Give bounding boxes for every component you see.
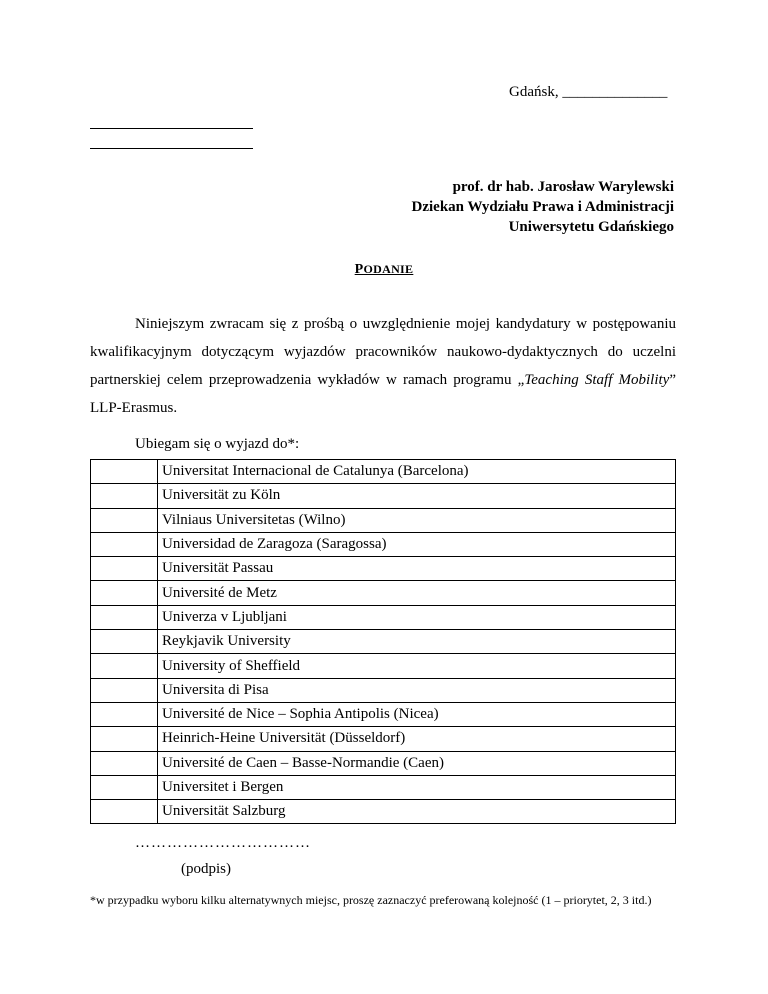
university-name: Universität zu Köln [158,484,676,508]
university-row [91,532,676,556]
signature-label: (podpis) [181,861,231,877]
priority-box[interactable] [91,605,158,629]
university-name: University of Sheffield [158,654,676,678]
university-row [91,654,676,678]
footnote: *w przypadku wyboru kilku alternatywnych miejsc, proszę zaznaczyć preferowaną kolejność (1 – priorytet, 2, 3 itd.) [90,893,652,907]
university-name: Université de Metz [158,581,676,605]
recipient-position: Dziekan Wydziału Prawa i Administracji [411,199,674,215]
priority-box[interactable] [91,460,158,484]
university-row [91,630,676,654]
priority-box[interactable] [91,800,158,824]
university-name: Universität Salzburg [158,800,676,824]
title-rest: ODANIE [363,262,414,276]
document-title [0,262,768,278]
priority-box[interactable] [91,654,158,678]
sender-blank-line-2 [90,148,253,149]
university-row [91,605,676,629]
recipient-name: prof. dr hab. Jarosław Warylewski [452,179,674,195]
body-text-start: Niniejszym zwracam się z prośbą o uwzględnienie mojej kandydatury w postępowaniu kwalifikacyjnym dotyczącym wyjazdów pracowników naukowo-dydaktycznych do uczelni partnerskiej celem przeprowadzenia wykładów w ramach programu „ [90,316,676,388]
priority-box[interactable] [91,727,158,751]
university-name: Université de Caen – Basse-Normandie (Caen) [158,751,676,775]
recipient-university: Uniwersytetu Gdańskiego [508,219,674,235]
university-name: Universidad de Zaragoza (Saragossa) [158,532,676,556]
university-row [91,775,676,799]
university-name: Vilniaus Universitetas (Wilno) [158,508,676,532]
university-name: Reykjavik University [158,630,676,654]
sender-blank-line-1 [90,128,253,129]
priority-box[interactable] [91,751,158,775]
university-name: Universita di Pisa [158,678,676,702]
university-name: Universität Passau [158,557,676,581]
university-row [91,800,676,824]
university-name: Universitat Internacional de Catalunya (Barcelona) [158,460,676,484]
university-row [91,751,676,775]
priority-box[interactable] [91,678,158,702]
university-row [91,557,676,581]
priority-box[interactable] [91,581,158,605]
university-name: Université de Nice – Sophia Antipolis (Nicea) [158,702,676,726]
university-row [91,484,676,508]
university-row [91,460,676,484]
university-table [90,459,676,824]
priority-box[interactable] [91,484,158,508]
university-row [91,702,676,726]
university-name: Heinrich-Heine Universität (Düsseldorf) [158,727,676,751]
title-first-letter: P [354,262,364,277]
priority-box[interactable] [91,508,158,532]
signature-dots: …………………………… [135,835,311,851]
university-row [91,678,676,702]
priority-box[interactable] [91,532,158,556]
priority-box[interactable] [91,702,158,726]
program-name: Teaching Staff Mobility [524,372,670,388]
university-row [91,727,676,751]
body-paragraph [90,310,676,422]
university-name: Univerza v Ljubljani [158,605,676,629]
body-text-end: ” LLP-Erasmus. [90,372,676,416]
priority-box[interactable] [91,775,158,799]
priority-box[interactable] [91,557,158,581]
university-row [91,581,676,605]
request-text: Ubiegam się o wyjazd do*: [135,436,300,452]
priority-box[interactable] [91,630,158,654]
university-row [91,508,676,532]
place-date: Gdańsk, ______________ [509,84,668,100]
university-name: Universitet i Bergen [158,775,676,799]
